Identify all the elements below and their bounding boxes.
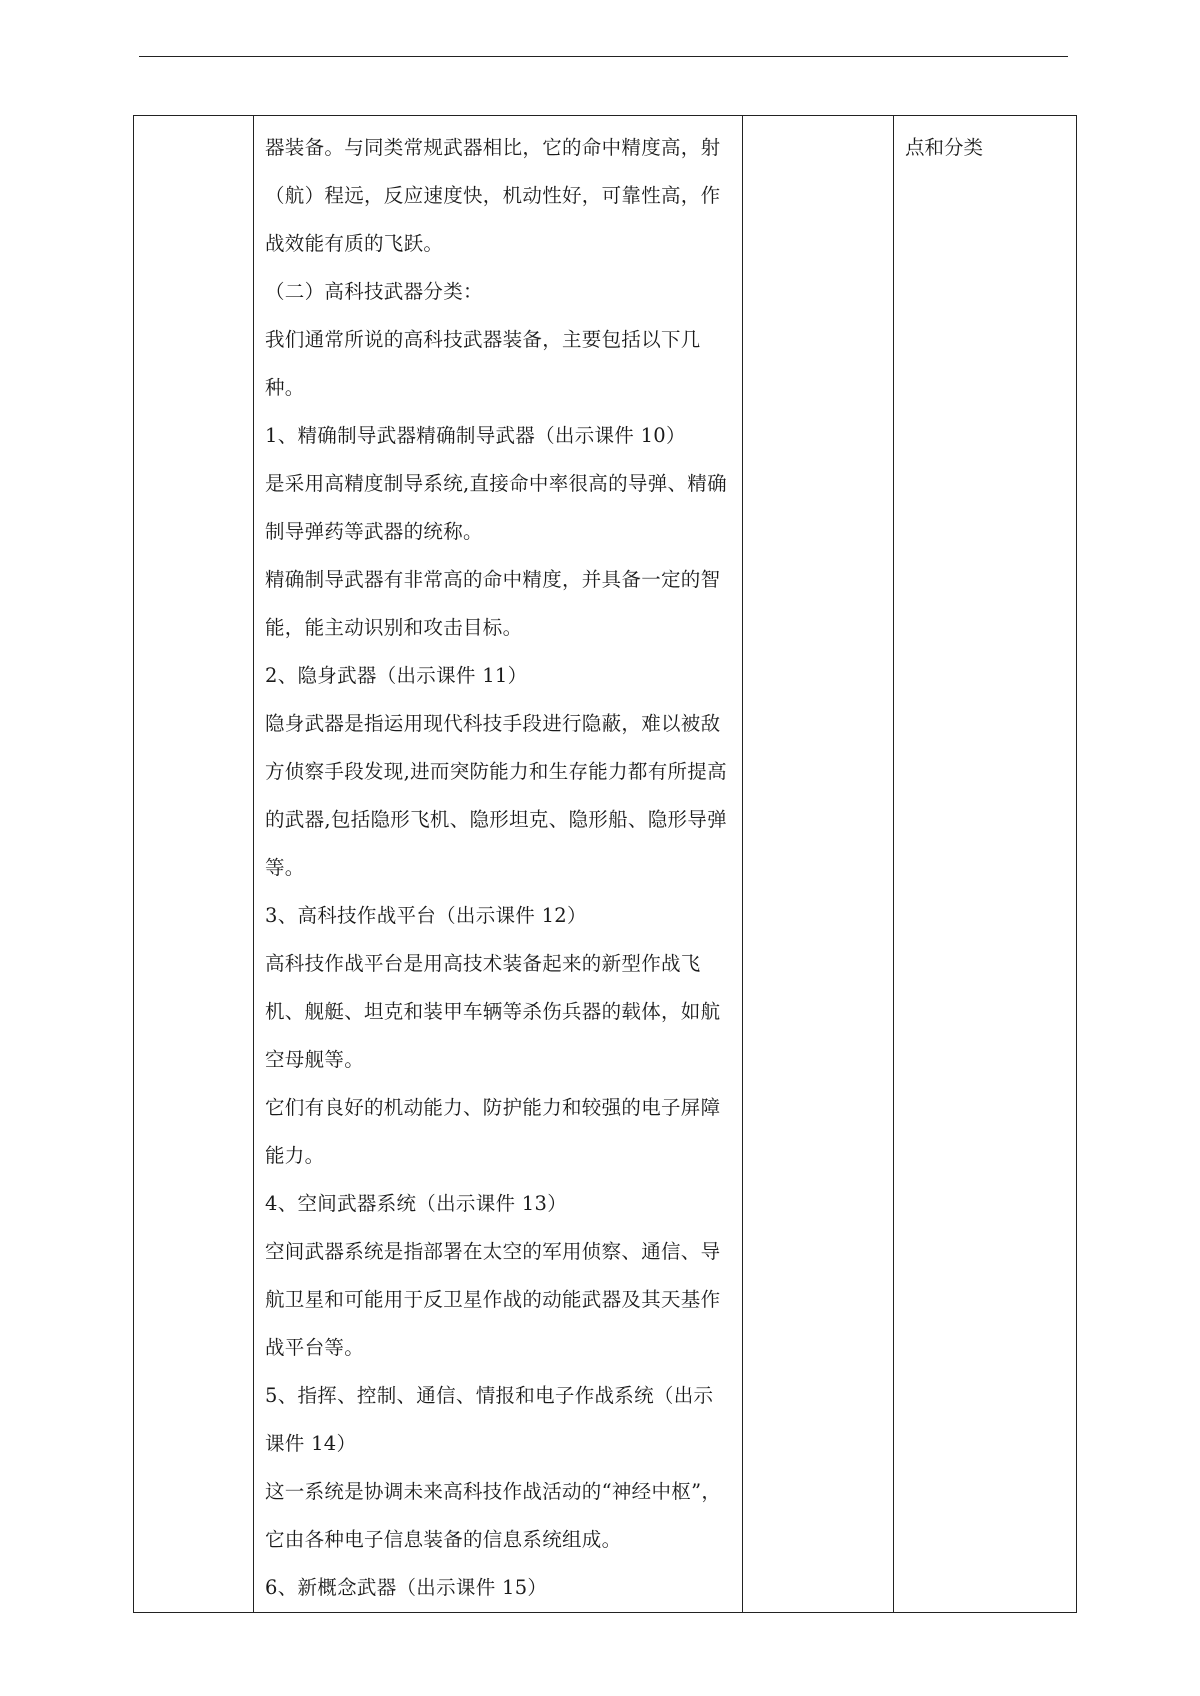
note-text: 点和分类 bbox=[905, 136, 984, 159]
list-heading: 5、指挥、控制、通信、情报和电子作战系统（出示课件 14） bbox=[265, 1384, 714, 1455]
table-row bbox=[134, 116, 1077, 1613]
list-heading: 1、精确制导武器精确制导武器（出示课件 10） bbox=[265, 424, 686, 447]
paragraph: 是采用高精度制导系统,直接命中率很高的导弹、精确制导弹药等武器的统称。 bbox=[265, 472, 727, 543]
paragraph: 器装备。与同类常规武器相比，它的命中精度高，射（航）程远，反应速度快，机动性好，可靠性高，作战效能有质的飞跃。 bbox=[265, 136, 721, 255]
teaching-content-cell bbox=[254, 116, 743, 1613]
paragraph: 我们通常所说的高科技武器装备，主要包括以下几种。 bbox=[265, 328, 701, 399]
header-rule bbox=[139, 56, 1068, 57]
design-intent-cell bbox=[894, 116, 1077, 1613]
list-heading: 4、空间武器系统（出示课件 13） bbox=[265, 1192, 568, 1215]
paragraph: 它们有良好的机动能力、防护能力和较强的电子屏障能力。 bbox=[265, 1096, 721, 1167]
list-heading: 2、隐身武器（出示课件 11） bbox=[265, 664, 528, 687]
section-heading: （二）高科技武器分类： bbox=[265, 280, 483, 303]
list-heading: 3、高科技作战平台（出示课件 12） bbox=[265, 904, 587, 927]
paragraph: 精确制导武器有非常高的命中精度，并具备一定的智能，能主动识别和攻击目标。 bbox=[265, 568, 721, 639]
paragraph: 空间武器系统是指部署在太空的军用侦察、通信、导航卫星和可能用于反卫星作战的动能武器及其天基作战平台等。 bbox=[265, 1240, 721, 1359]
student-activity-cell bbox=[743, 116, 894, 1613]
stage-cell bbox=[134, 116, 254, 1613]
lesson-plan-table bbox=[133, 115, 1077, 1613]
paragraph: 隐身武器是指运用现代科技手段进行隐蔽，难以被敌方侦察手段发现,进而突防能力和生存能力都有所提高的武器,包括隐形飞机、隐形坦克、隐形船、隐形导弹等。 bbox=[265, 712, 727, 879]
paragraph: 高科技作战平台是用高技术装备起来的新型作战飞机、舰艇、坦克和装甲车辆等杀伤兵器的载体，如航空母舰等。 bbox=[265, 952, 721, 1071]
paragraph: 这一系统是协调未来高科技作战活动的“神经中枢”，它由各种电子信息装备的信息系统组成。 bbox=[265, 1480, 722, 1551]
list-heading: 6、新概念武器（出示课件 15） bbox=[265, 1576, 548, 1599]
